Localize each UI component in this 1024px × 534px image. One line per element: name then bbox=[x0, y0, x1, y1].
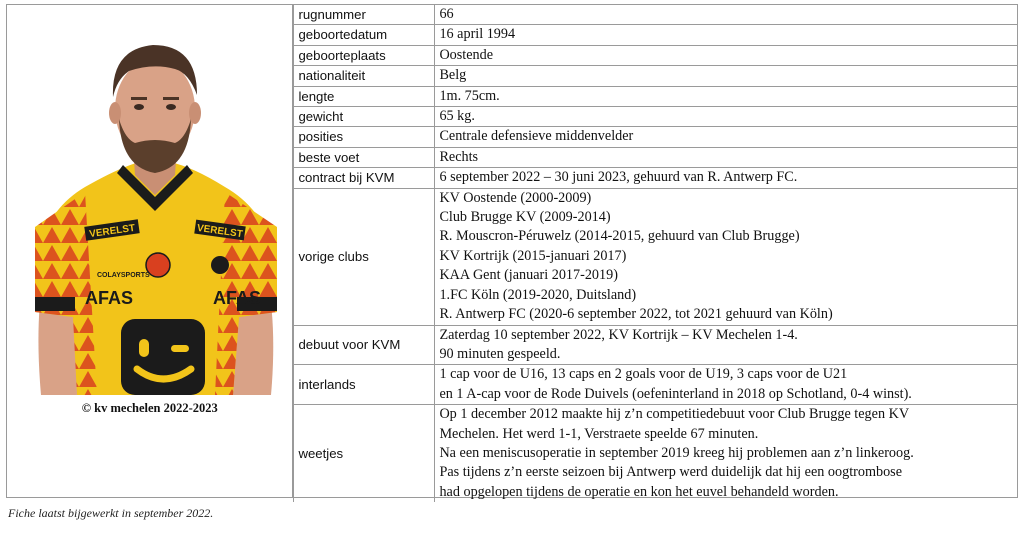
info-row bbox=[294, 127, 1017, 147]
info-value bbox=[435, 127, 1017, 147]
info-value-line: R. Mouscron-Péruwelz (2014-2015, gehuurd van Club Brugge) bbox=[439, 228, 800, 245]
player-card bbox=[6, 4, 1018, 498]
info-label: geboortedatum bbox=[294, 25, 435, 45]
smiley-logo-icon bbox=[121, 319, 205, 395]
info-value-line: Na een meniscusoperatie in september 2019 kreeg hij problemen aan z’n linkeroog. bbox=[439, 444, 914, 461]
info-value bbox=[435, 86, 1017, 106]
photo-copyright: © kv mechelen 2022-2023 bbox=[81, 401, 218, 415]
info-value-line: 1.FC Köln (2019-2020, Duitsland) bbox=[439, 286, 637, 303]
info-value-line: Oostende bbox=[439, 46, 494, 63]
footnote: Fiche laatst bijgewerkt in september 2022. bbox=[8, 506, 214, 520]
photo-column bbox=[7, 5, 293, 497]
info-value-line: 65 kg. bbox=[439, 108, 475, 125]
info-value-line: KV Kortrijk (2015-januari 2017) bbox=[439, 247, 627, 264]
info-value bbox=[435, 188, 1017, 325]
club-crest-icon bbox=[146, 253, 170, 277]
info-row bbox=[294, 188, 1017, 325]
info-value-line: Rechts bbox=[439, 148, 479, 165]
info-row bbox=[294, 107, 1017, 127]
info-value-line: en 1 A-cap voor de Rode Duivels (oefeninterland in 2018 op Schotland, 0-4 winst). bbox=[439, 385, 912, 402]
info-value-line: Op 1 december 2012 maakte hij z’n competitiedebuut voor Club Brugge tegen KV bbox=[439, 406, 910, 423]
info-row bbox=[294, 365, 1017, 405]
info-value-line: 16 april 1994 bbox=[439, 26, 516, 43]
info-value-line: Pas tijdens z’n eerste seizoen bij Antwerp werd duidelijk dat hij een oogtrombose bbox=[439, 464, 902, 481]
info-value-line: 66 bbox=[439, 6, 454, 22]
info-row bbox=[294, 45, 1017, 65]
info-label: interlands bbox=[294, 365, 435, 405]
info-row bbox=[294, 325, 1017, 365]
info-value bbox=[435, 168, 1017, 188]
info-value-line: Zaterdag 10 september 2022, KV Kortrijk – KV Mechelen 1-4. bbox=[439, 326, 798, 343]
info-value-line: Belg bbox=[439, 67, 467, 84]
info-value bbox=[435, 365, 1017, 405]
info-value bbox=[435, 107, 1017, 127]
info-value bbox=[435, 5, 1017, 25]
info-value-line: 1 cap voor de U16, 13 caps en 2 goals voor de U19, 3 caps voor de U21 bbox=[439, 366, 848, 383]
info-value-line: Club Brugge KV (2009-2014) bbox=[439, 209, 611, 226]
info-value bbox=[435, 45, 1017, 65]
info-value-line: had opgelopen tijdens de operatie en kon het euvel behandeld worden. bbox=[439, 483, 839, 500]
info-label: lengte bbox=[294, 86, 435, 106]
info-row bbox=[294, 86, 1017, 106]
info-value bbox=[435, 25, 1017, 45]
sponsor-right-text: VERELST bbox=[196, 222, 244, 241]
info-value bbox=[435, 405, 1017, 503]
info-label: debuut voor KVM bbox=[294, 325, 435, 365]
info-label: gewicht bbox=[294, 107, 435, 127]
info-label: contract bij KVM bbox=[294, 168, 435, 188]
info-value-line: KV Oostende (2000-2009) bbox=[439, 189, 592, 206]
info-value-line: KAA Gent (januari 2017-2019) bbox=[439, 267, 618, 284]
info-label: rugnummer bbox=[294, 5, 435, 25]
info-value bbox=[435, 66, 1017, 86]
info-value-line: Centrale defensieve middenvelder bbox=[439, 128, 634, 145]
info-value-line: 1m. 75cm. bbox=[439, 87, 500, 104]
info-label: weetjes bbox=[294, 405, 435, 503]
info-row bbox=[294, 405, 1017, 503]
info-label: nationaliteit bbox=[294, 66, 435, 86]
info-value-line: R. Antwerp FC (2020-6 september 2022, tot 2021 gehuurd van Köln) bbox=[439, 306, 833, 323]
info-label: beste voet bbox=[294, 147, 435, 167]
info-value bbox=[435, 147, 1017, 167]
shirt-left-text: AFAS bbox=[84, 288, 134, 308]
info-value bbox=[435, 325, 1017, 365]
player-photo bbox=[25, 27, 285, 395]
info-row bbox=[294, 66, 1017, 86]
info-label: posities bbox=[294, 127, 435, 147]
info-row bbox=[294, 168, 1017, 188]
player-info-table bbox=[293, 5, 1017, 502]
kit-brand-text: COLAYSPORTS bbox=[97, 272, 150, 279]
info-label: vorige clubs bbox=[294, 188, 435, 325]
info-value-line: 90 minuten gespeeld. bbox=[439, 345, 561, 362]
info-value-line: 6 september 2022 – 30 juni 2023, gehuurd van R. Antwerp FC. bbox=[439, 169, 798, 186]
shirt-right-text: AFAS bbox=[212, 288, 262, 308]
sponsor-left-text: VERELST bbox=[88, 222, 136, 241]
info-row bbox=[294, 25, 1017, 45]
kit-logo-icon bbox=[211, 256, 229, 274]
info-label: geboorteplaats bbox=[294, 45, 435, 65]
info-row bbox=[294, 147, 1017, 167]
info-row bbox=[294, 5, 1017, 25]
info-value-line: Mechelen. Het werd 1-1, Verstraete speelde 67 minuten. bbox=[439, 425, 759, 442]
